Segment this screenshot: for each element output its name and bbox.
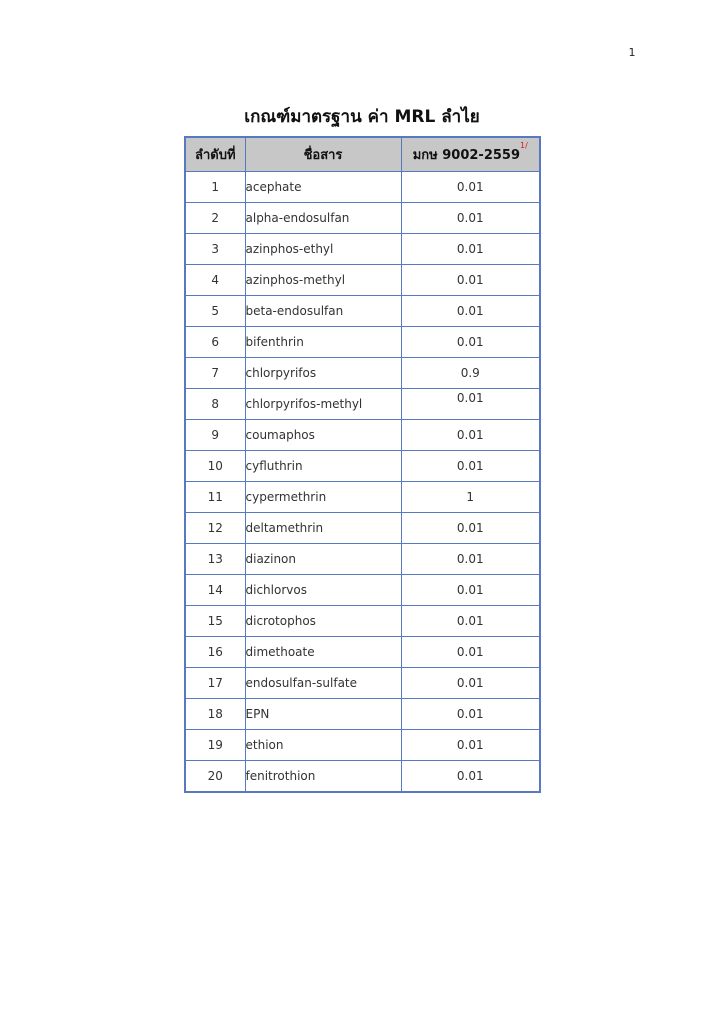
row-substance-name: [245, 699, 401, 730]
row-number: [185, 296, 245, 327]
row-substance-name: [245, 327, 401, 358]
row-number: [185, 513, 245, 544]
row-substance-name: [245, 637, 401, 668]
row-substance-name: [245, 544, 401, 575]
row-number: [185, 358, 245, 389]
row-mrl-value-text: 0.01: [456, 459, 484, 473]
row-number: [185, 327, 245, 358]
row-mrl-value-text: 0.01: [456, 273, 484, 287]
row-number: [185, 451, 245, 482]
row-number-text: 20: [207, 769, 223, 783]
row-number-text: 12: [207, 521, 223, 535]
row-mrl-value-text: 0.01: [456, 242, 484, 256]
table-row: [185, 730, 540, 761]
table-row: [185, 451, 540, 482]
table-row: [185, 761, 540, 793]
row-substance-name-text: EPN: [245, 707, 270, 721]
row-number: [185, 637, 245, 668]
row-mrl-value-text: 0.01: [456, 552, 484, 566]
row-number-text: 7: [211, 366, 220, 380]
row-mrl-value-text: 0.01: [456, 769, 484, 783]
row-substance-name-text: chlorpyrifos-methyl: [245, 397, 363, 411]
row-number-text: 18: [207, 707, 223, 721]
row-mrl-value: [401, 172, 540, 203]
row-substance-name-text: acephate: [245, 180, 302, 194]
row-number-text: 1: [211, 180, 220, 194]
table-row: [185, 544, 540, 575]
row-mrl-value: [401, 513, 540, 544]
row-mrl-value-text: 0.01: [456, 614, 484, 628]
row-substance-name: [245, 172, 401, 203]
row-mrl-value: [401, 606, 540, 637]
row-substance-name-text: endosulfan-sulfate: [245, 676, 358, 690]
row-substance-name: [245, 265, 401, 296]
row-mrl-value: [401, 637, 540, 668]
row-mrl-value-text: 0.01: [456, 304, 484, 318]
row-substance-name-text: bifenthrin: [245, 335, 304, 349]
row-substance-name-text: azinphos-ethyl: [245, 242, 334, 256]
row-number-text: 9: [211, 428, 220, 442]
footnote-marker: 1/: [520, 141, 528, 150]
row-mrl-value-text: 0.9: [460, 366, 480, 380]
row-substance-name: [245, 234, 401, 265]
row-mrl-value: [401, 575, 540, 606]
row-number-text: 5: [211, 304, 220, 318]
row-mrl-value-text: 0.01: [456, 521, 484, 535]
row-mrl-value-text: 0.01: [456, 335, 484, 349]
row-substance-name: [245, 575, 401, 606]
row-number-text: 6: [211, 335, 220, 349]
row-number-text: 8: [211, 397, 220, 411]
row-mrl-value-text: 0.01: [456, 391, 484, 405]
row-mrl-value: [401, 730, 540, 761]
row-mrl-value-text: 0.01: [456, 211, 484, 225]
table-row: [185, 296, 540, 327]
row-mrl-value-text: 1: [466, 490, 475, 504]
row-substance-name-text: coumaphos: [245, 428, 315, 442]
row-mrl-value: [401, 482, 540, 513]
mrl-table: [184, 136, 541, 793]
row-substance-name-text: cyfluthrin: [245, 459, 303, 473]
row-substance-name: [245, 451, 401, 482]
row-number: [185, 606, 245, 637]
table-row: [185, 234, 540, 265]
row-substance-name-text: diazinon: [245, 552, 296, 566]
row-number: [185, 389, 245, 420]
page-number: 1: [628, 46, 636, 59]
table-row: [185, 420, 540, 451]
row-mrl-value: [401, 761, 540, 793]
row-mrl-value: [401, 389, 540, 420]
row-number: [185, 420, 245, 451]
row-number: [185, 234, 245, 265]
table-row: [185, 699, 540, 730]
row-mrl-value: [401, 203, 540, 234]
row-mrl-value-text: 0.01: [456, 738, 484, 752]
row-substance-name-text: deltamethrin: [245, 521, 324, 535]
document-title: เกณฑ์มาตรฐาน ค่า MRL ลำไย: [244, 107, 480, 127]
table-row: [185, 637, 540, 668]
header-index: ลำดับที่: [185, 137, 245, 172]
row-number: [185, 699, 245, 730]
row-number-text: 17: [207, 676, 223, 690]
row-substance-name-text: ethion: [245, 738, 284, 752]
row-substance-name-text: cypermethrin: [245, 490, 327, 504]
row-number: [185, 265, 245, 296]
row-substance-name-text: beta-endosulfan: [245, 304, 344, 318]
table-row: [185, 327, 540, 358]
table-row: [185, 606, 540, 637]
row-mrl-value: [401, 358, 540, 389]
row-mrl-value-text: 0.01: [456, 707, 484, 721]
row-number: [185, 482, 245, 513]
row-mrl-value: [401, 327, 540, 358]
row-substance-name-text: alpha-endosulfan: [245, 211, 350, 225]
row-number-text: 15: [207, 614, 223, 628]
row-mrl-value: [401, 296, 540, 327]
row-substance-name-text: chlorpyrifos: [245, 366, 317, 380]
row-mrl-value: [401, 451, 540, 482]
row-mrl-value: [401, 420, 540, 451]
row-number: [185, 544, 245, 575]
row-substance-name-text: dimethoate: [245, 645, 315, 659]
table-row: [185, 389, 540, 420]
row-mrl-value-text: 0.01: [456, 428, 484, 442]
row-substance-name: [245, 668, 401, 699]
table-row: [185, 265, 540, 296]
row-substance-name-text: fenitrothion: [245, 769, 316, 783]
row-mrl-value-text: 0.01: [456, 645, 484, 659]
row-mrl-value: [401, 668, 540, 699]
row-number-text: 13: [207, 552, 223, 566]
row-mrl-value-text: 0.01: [456, 676, 484, 690]
row-number-text: 14: [207, 583, 223, 597]
header-substance: ชื่อสาร: [245, 137, 401, 172]
row-substance-name-text: azinphos-methyl: [245, 273, 346, 287]
table-row: [185, 575, 540, 606]
row-number-text: 4: [211, 273, 220, 287]
row-number-text: 3: [211, 242, 220, 256]
row-substance-name: [245, 730, 401, 761]
row-number: [185, 668, 245, 699]
row-number-text: 19: [207, 738, 223, 752]
row-number-text: 16: [207, 645, 223, 659]
header-standard: [401, 137, 540, 172]
row-substance-name: [245, 358, 401, 389]
header-standard-label: มกษ 9002-2559: [412, 148, 520, 163]
table-row: [185, 482, 540, 513]
row-substance-name-text: dichlorvos: [245, 583, 307, 597]
row-substance-name: [245, 420, 401, 451]
table-row: [185, 358, 540, 389]
row-number: [185, 761, 245, 793]
row-mrl-value: [401, 544, 540, 575]
row-number-text: 11: [207, 490, 223, 504]
table-header-row: [185, 137, 540, 172]
row-substance-name: [245, 606, 401, 637]
row-substance-name: [245, 482, 401, 513]
row-number-text: 10: [207, 459, 223, 473]
table-row: [185, 513, 540, 544]
row-number: [185, 575, 245, 606]
row-substance-name-text: dicrotophos: [245, 614, 316, 628]
row-number-text: 2: [211, 211, 220, 225]
row-substance-name: [245, 513, 401, 544]
table-row: [185, 172, 540, 203]
row-substance-name: [245, 389, 401, 420]
row-mrl-value: [401, 265, 540, 296]
row-mrl-value: [401, 699, 540, 730]
row-number: [185, 203, 245, 234]
row-substance-name: [245, 761, 401, 793]
table-row: [185, 668, 540, 699]
row-substance-name: [245, 296, 401, 327]
row-number: [185, 172, 245, 203]
row-number: [185, 730, 245, 761]
row-substance-name: [245, 203, 401, 234]
row-mrl-value-text: 0.01: [456, 583, 484, 597]
table-row: [185, 203, 540, 234]
row-mrl-value: [401, 234, 540, 265]
row-mrl-value-text: 0.01: [456, 180, 484, 194]
